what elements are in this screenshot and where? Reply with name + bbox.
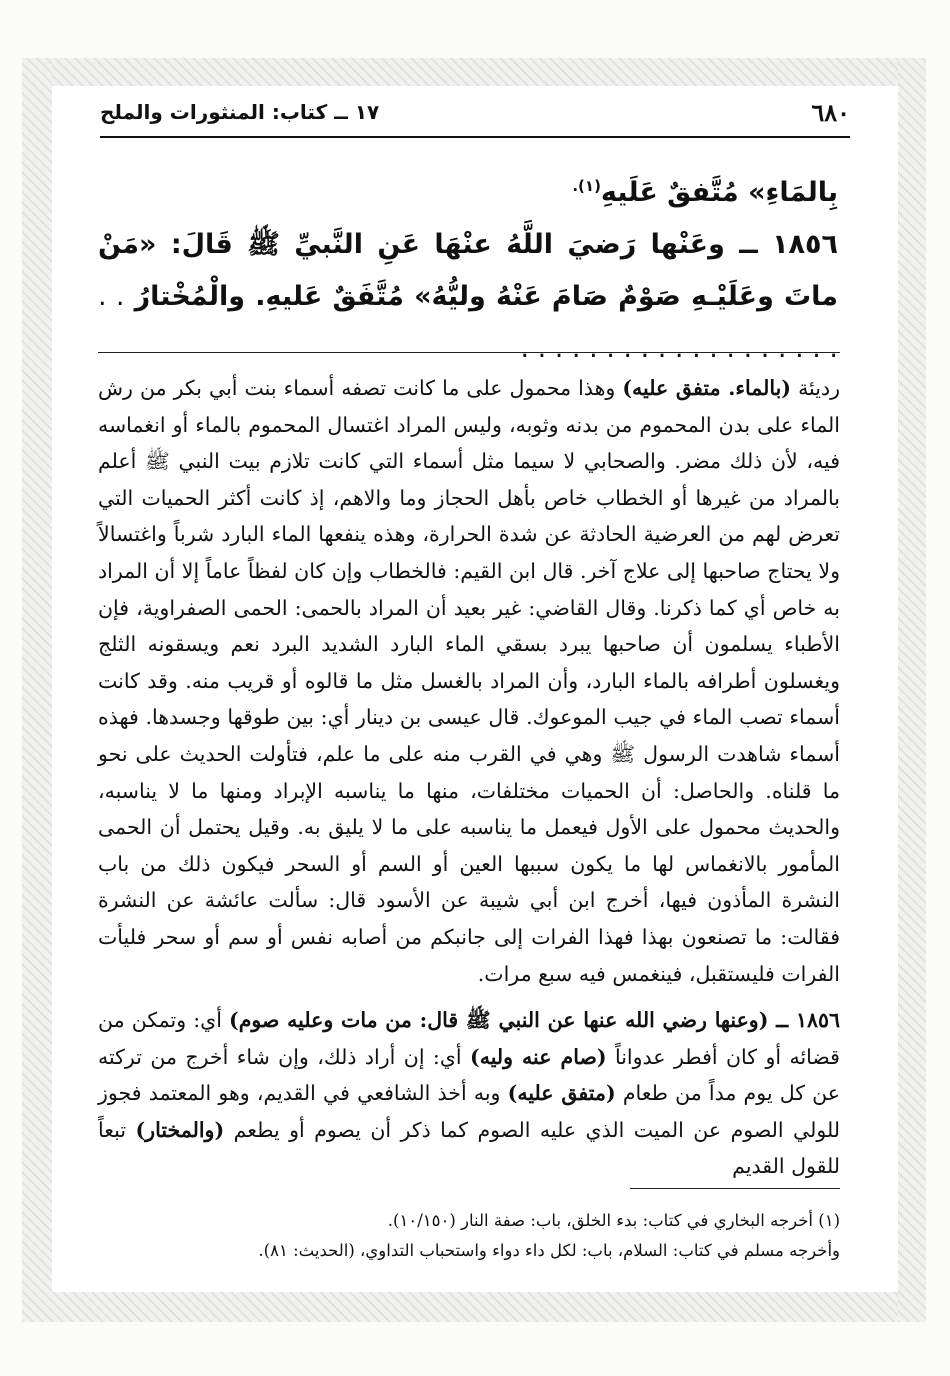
keyword-mukhtar: (والمختار) bbox=[135, 1117, 225, 1142]
commentary bbox=[98, 370, 840, 1185]
matn-line-previous bbox=[98, 160, 838, 219]
ornamental-border-right bbox=[898, 58, 926, 1322]
matn-previous-end: بِالمَاءِ» مُتَّفقٌ عَلَيهِ bbox=[600, 177, 838, 208]
matn-separator bbox=[98, 352, 840, 353]
footnote-separator bbox=[630, 1188, 840, 1189]
hadith-text bbox=[98, 160, 838, 375]
page-number: ٦٨٠ bbox=[811, 98, 850, 127]
commentary-p2-text-2: أي: إن أراد ذلك، وإن شاء أخرج من تركته عن كل يوم مداً من طعام bbox=[98, 1044, 840, 1106]
running-title: ١٧ ــ كتاب: المنثورات والملح bbox=[100, 100, 380, 124]
ornamental-border-bottom bbox=[22, 1292, 926, 1322]
commentary-p1-text: وهذا محمول على ما كانت تصفه أسماء بنت أبي بكر من رش الماء على بدن المحموم من بدنه وثوبه، وليس المراد اغتسال المحموم بالماء أو انغماسه فيه، لأن ذلك مضر. والصحابي لا سيما مثل أسماء التي كانت تلازم بيت النبي ﷺ أعلم بالمراد من غيرها أو الخطاب خاص بأهل الحجاز وما والاهم، إذ كانت أكثر الحميات التي تعرض لهم من العرضية الحادثة عن شدة الحرارة، وهذه ينفعها الماء البارد شرباً واغتسالاً ولا يحتاج صاحبها إلى علاج آخر. قال ابن القيم: فالخطاب وإن كان لفظاً عاماً إلا أن المراد به خاص أي كما ذكرنا. وقال القاضي: غير بعيد أن المراد بالحمى: الحمى الصفراوية، فإن الأطباء يسلمون أن صاحبها يبرد بسقي الماء البارد الشديد البرد نعم ويسقونه الثلج ويغسلون أطرافه بالماء البارد، وأن المراد بالغسل مثل ما قالوه أو قريب منه. وقد كانت أسماء تصب الماء في جيب الموعوك. قال عيسى بن دينار أي: بين طوقها وجسدها. فهذه أسماء شاهدت الرسول ﷺ وهي في القرب منه على ما علم، فتأولت الحديث على نحو ما قلناه. والحاصل: أن الحميات مختلفات، منها ما يناسبه الإبراد ومنها ما لا يناسبه، والحديث محمول على الأول فيعمل ما يناسبه على ما لا يليق به. وقيل يحتمل أن الحمى المأمور بالانغماس لها ما يكون سببها العين أو السم أو السحر فيكون ذلك من باب النشرة المأذون فيها، أخرج ابن أبي شيبة عن الأسود قال: سألت عائشة عن النشرة فقالت: ما تصنعون بهذا فهذا الفرات إلى جانبكم من أصابه نفس أو سم أو سحر فليأت الفرات فليستقبل، فينغمس فيه سبع مرات. bbox=[98, 376, 840, 986]
commentary-paragraph-1 bbox=[98, 370, 840, 992]
page-header bbox=[100, 96, 850, 138]
keyword-hadith-1856: ١٨٥٦ ــ (وعنها رضي الله عنها عن النبي ﷺ قال: من مات وعليه صوم) bbox=[229, 1008, 840, 1033]
hadith-1856-text: ١٨٥٦ ــ وعَنْها رَضيَ اللَّهُ عنْهَا عَنِ النَّبيِّ ﷺ قَالَ: «مَنْ ماتَ وعَلَيْـهِ صَوْمٌ صَامَ عَنْهُ وليُّهُ» مُتَّفَقٌ عَليهِ. والْمُخْتارُ bbox=[98, 229, 839, 312]
footnote-ref: (١). bbox=[572, 177, 601, 195]
commentary-paragraph-2 bbox=[98, 1002, 840, 1185]
commentary-p2-text-3: وبه أخذ الشافعي في القديم، وهو المعتمد فجوز للولي الصوم عن الميت الذي عليه الصوم كما ذكر أن يصوم أو يطعم bbox=[98, 1081, 840, 1142]
footnote-1: (١) أخرجه البخاري في كتاب: بدء الخلق، باب: صفة النار (١٠/١٥٠). bbox=[387, 1211, 840, 1230]
continuation-dots: . . . . . . . . . . . . . . . . . . . . . bbox=[98, 281, 838, 364]
footnote-1-continued: وأخرجه مسلم في كتاب: السلام، باب: لكل داء دواء واستحباب التداوي، (الحديث: ٨١). bbox=[258, 1241, 840, 1260]
ornamental-border-top bbox=[22, 58, 926, 86]
keyword-bilma: (بالماء. متفق عليه) bbox=[622, 376, 791, 400]
ornamental-border-left bbox=[22, 58, 52, 1322]
commentary-intro-word: رديئة bbox=[798, 376, 840, 400]
commentary-p2-text-1: أي: وتمكن من قضائه أو كان أفطر عدواناً bbox=[98, 1008, 840, 1069]
keyword-muttafaq: (متفق عليه) bbox=[507, 1081, 616, 1106]
keyword-sam-anhu: (صام عنه وليه) bbox=[470, 1044, 607, 1069]
commentary-p2-text-4: تبعاً للقول القديم bbox=[98, 1117, 840, 1179]
footnotes bbox=[98, 1206, 840, 1266]
